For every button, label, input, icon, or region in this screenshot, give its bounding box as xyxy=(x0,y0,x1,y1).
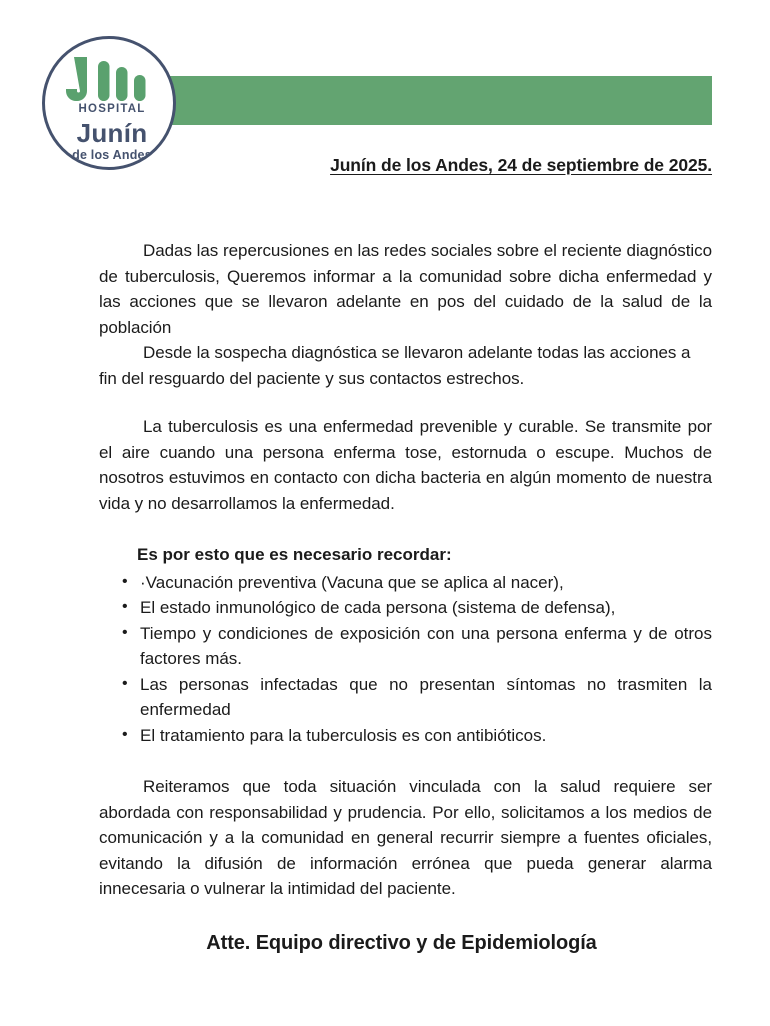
document-header xyxy=(0,0,770,200)
paragraph-4: Reiteramos que toda situación vinculada con la salud requiere ser abordada con responsabilidad y prudencia. Por ello, solicitamos a los medios de comunicación y a la comunidad en general recurrir siempre a fuentes oficiales, evitando la difusión de información errónea que pueda generar alarma innecesaria o vulnerar la intimidad del paciente. xyxy=(99,777,712,898)
recommendations-list xyxy=(99,570,712,749)
list-item: • El tratamiento para la tuberculosis es con antibióticos. xyxy=(120,723,712,749)
hospital-logo xyxy=(42,36,176,170)
list-item: • Las personas infectadas que no presentan síntomas no trasmiten la enfermedad xyxy=(120,672,712,723)
list-item: • El estado inmunológico de cada persona (sistema de defensa), xyxy=(120,595,712,621)
spacer xyxy=(99,516,712,542)
dateline: Junín de los Andes, 24 de septiembre de 2025. xyxy=(330,155,712,175)
list-item: • Tiempo y condiciones de exposición con una persona enferma y de otros factores más. xyxy=(120,621,712,672)
logo-name-label: Junín xyxy=(76,118,148,148)
paragraph-2: Desde la sospecha diagnóstica se llevaron adelante todas las acciones a fin del resguardo del paciente y sus contactos estrechos. xyxy=(99,343,691,388)
signature: Atte. Equipo directivo y de Epidemiología xyxy=(206,931,597,954)
list-item: • ·Vacunación preventiva (Vacuna que se aplica al nacer), xyxy=(120,570,712,596)
spacer xyxy=(99,391,712,414)
spacer xyxy=(99,748,712,774)
hospital-j-bars-logo-icon xyxy=(45,53,176,107)
paragraph-1: Dadas las repercusiones en las redes sociales sobre el reciente diagnóstico de tuberculosis, Queremos informar a la comunidad sobre dicha enfermedad y las acciones que se llevaron adelante en pos del cuidado de la salud de la población xyxy=(99,241,712,337)
paragraph-3: La tuberculosis es una enfermedad prevenible y curable. Se transmite por el aire cuando una persona enferma tose, estornuda o escupe. Muchos de nosotros estuvimos en contacto con dicha bacteria en algún momento de nuestra vida y no desarrollamos la enfermedad. xyxy=(99,417,712,513)
logo-subtitle-label: de los Andes xyxy=(72,148,152,162)
dateline-container xyxy=(0,155,712,176)
list-heading: Es por esto que es necesario recordar: xyxy=(137,545,452,564)
logo-hospital-label: HOSPITAL xyxy=(78,103,146,115)
header-green-banner xyxy=(118,76,712,125)
document-body xyxy=(99,238,712,955)
